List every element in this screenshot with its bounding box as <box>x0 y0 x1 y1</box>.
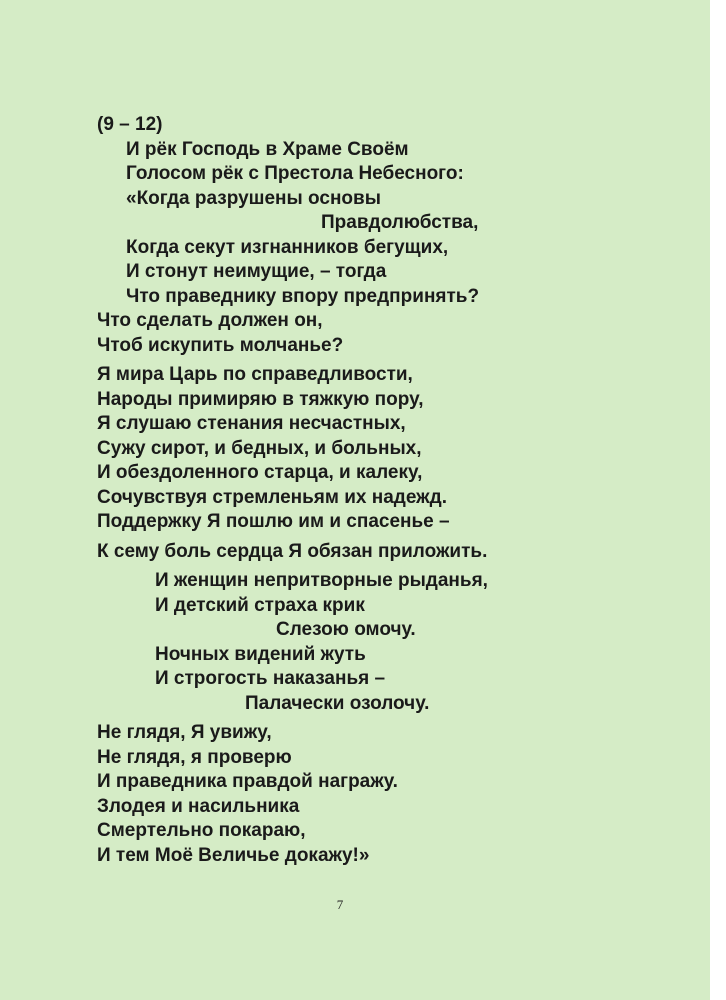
poem-line: Поддержку Я пошлю им и спасенье – <box>97 511 450 532</box>
poem-line: «Когда разрушены основы <box>126 187 381 209</box>
poem-line: Ночных видений жуть <box>155 643 366 665</box>
poem-line: И обездоленного старца, и калеку, <box>97 462 423 483</box>
stanza-1 <box>97 113 527 358</box>
poem-line: Палачески озолочу. <box>245 692 430 714</box>
poem-line: И праведника правдой награжу. <box>97 771 398 792</box>
poem-line: Я слушаю стенания несчастных, <box>97 413 406 434</box>
poem-line: Когда секут изгнанников бегущих, <box>126 236 449 258</box>
poem-line: Я мира Царь по справедливости, <box>97 364 413 385</box>
poem-line: Что праведнику впору предпринять? <box>126 285 480 307</box>
poem-line: И рёк Господь в Храме Своём <box>126 138 409 160</box>
page-number: 7 <box>336 897 344 912</box>
poem-line: И детский страха крик <box>155 594 365 616</box>
poem-line: Слезою омочу. <box>276 619 416 640</box>
stanza-4 <box>97 569 527 716</box>
stanza-2 <box>97 363 527 535</box>
poem-line: И стонут неимущие, – тогда <box>126 261 387 282</box>
stanza-3 <box>97 540 527 565</box>
stanza-5 <box>97 721 527 868</box>
poem-line: Не глядя, я проверю <box>97 746 292 768</box>
poem-line: Смертельно покараю, <box>97 820 306 841</box>
poem-line: Правдолюбства, <box>321 212 479 233</box>
poem-line: Сужу сирот, и бедных, и больных, <box>97 437 422 459</box>
poem-line: Не глядя, Я увижу, <box>97 722 272 743</box>
psalm-verse-range: (9 – 12) <box>97 114 163 135</box>
poem-line: Чтоб искупить молчанье? <box>97 334 344 356</box>
poem-line: Что сделать должен он, <box>97 310 323 331</box>
poem-text <box>97 113 527 868</box>
poem-line: Народы примиряю в тяжкую пору, <box>97 388 424 410</box>
poem-line: И тем Моё Величье докажу!» <box>97 844 370 866</box>
poem-line: И женщин непритворные рыданья, <box>155 570 488 591</box>
poem-line: Сочувствуя стремленьям их надежд. <box>97 486 447 508</box>
poem-line: Злодея и насильника <box>97 795 300 817</box>
poem-line: И строгость наказанья – <box>155 668 386 689</box>
poem-line: Голосом рёк с Престола Небесного: <box>126 163 464 184</box>
poem-line: К сему боль сердца Я обязан приложить. <box>97 540 488 562</box>
